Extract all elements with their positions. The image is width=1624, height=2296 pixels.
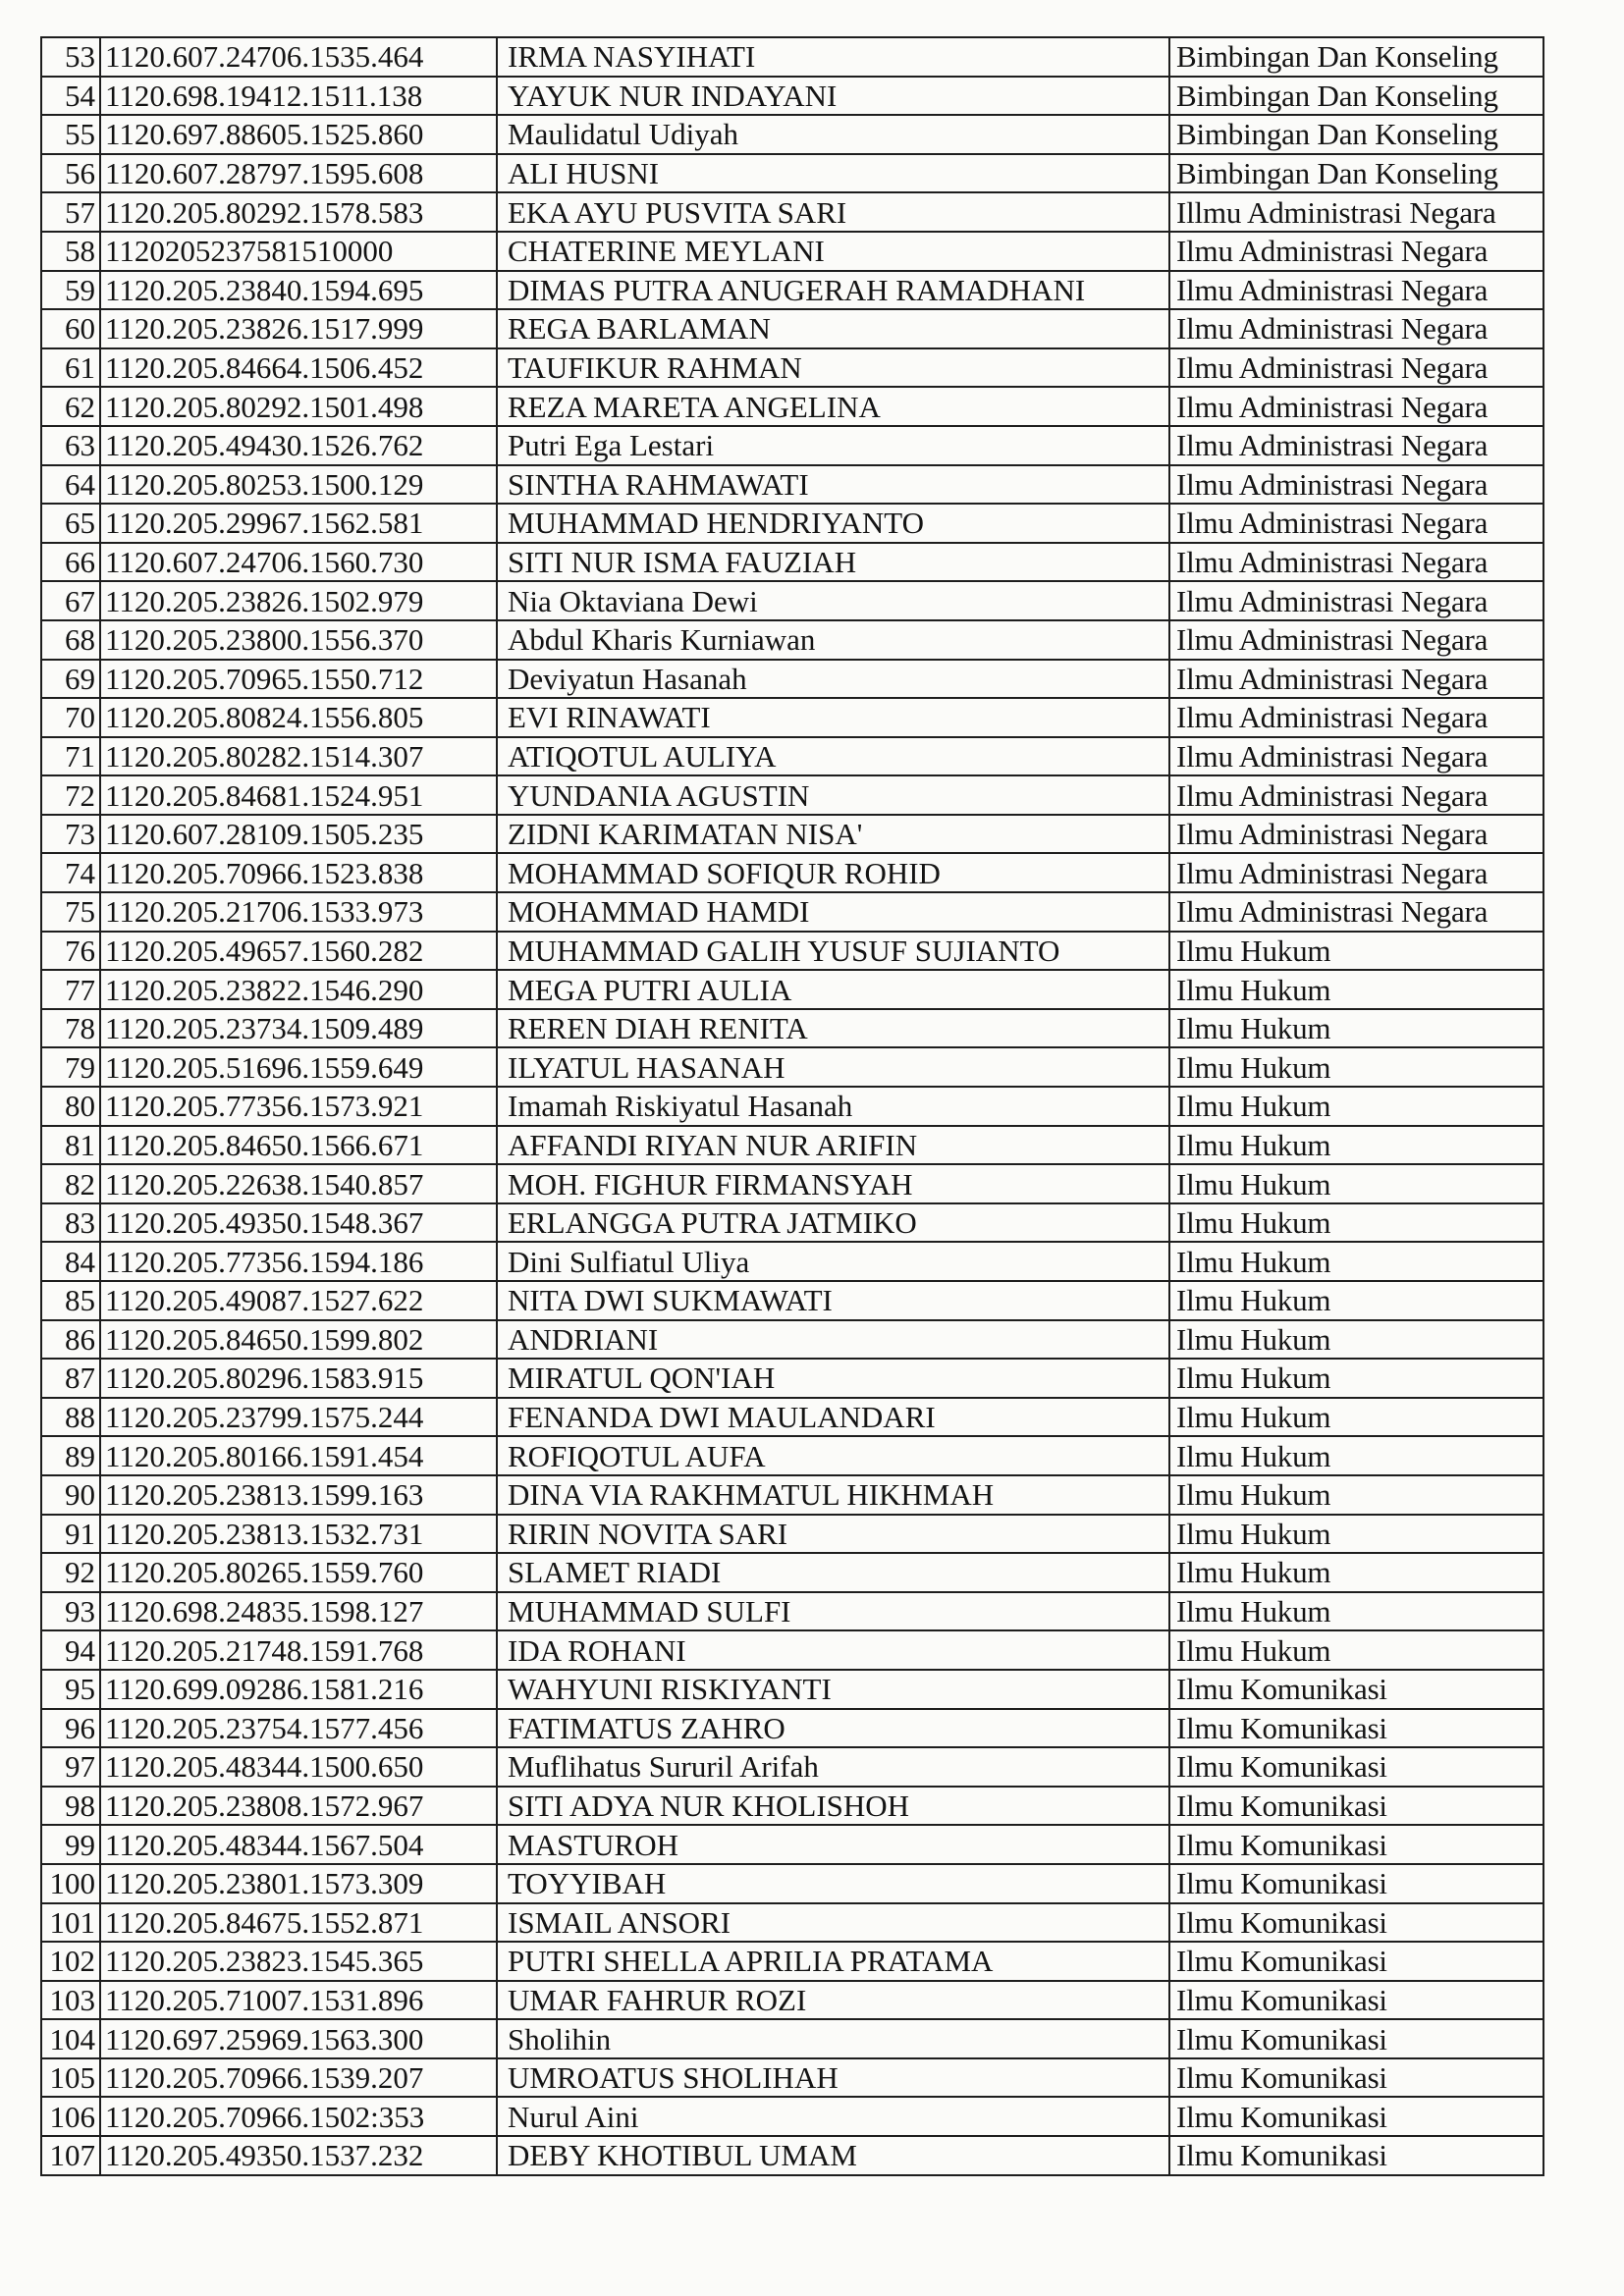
table-row	[41, 1864, 1543, 1903]
student-name-cell: MUHAMMAD SULFI	[497, 1592, 1169, 1631]
student-name-cell: FATIMATUS ZAHRO	[497, 1709, 1169, 1748]
student-name-cell: Nurul Aini	[497, 2097, 1169, 2136]
study-program-cell: Ilmu Hukum	[1169, 1630, 1543, 1670]
study-program-cell: Ilmu Administrasi Negara	[1169, 815, 1543, 854]
row-number-cell: 90	[41, 1475, 100, 1515]
row-number-cell: 53	[41, 37, 100, 77]
student-id-cell: 1120.205.48344.1567.504	[100, 1825, 497, 1864]
study-program-cell: Ilmu Administrasi Negara	[1169, 426, 1543, 465]
table-row	[41, 1359, 1543, 1398]
row-number-cell: 88	[41, 1398, 100, 1437]
study-program-cell: Ilmu Hukum	[1169, 1203, 1543, 1243]
study-program-cell: Illmu Administrasi Negara	[1169, 192, 1543, 232]
study-program-cell: Ilmu Komunikasi	[1169, 1825, 1543, 1864]
table-row	[41, 1515, 1543, 1554]
table-row	[41, 853, 1543, 892]
study-program-cell: Ilmu Hukum	[1169, 970, 1543, 1009]
table-row	[41, 581, 1543, 620]
student-id-cell: 1120.607.24706.1560.730	[100, 543, 497, 582]
row-number-cell: 67	[41, 581, 100, 620]
student-name-cell: WAHYUNI RISKIYANTI	[497, 1670, 1169, 1709]
table-row	[41, 543, 1543, 582]
row-number-cell: 56	[41, 154, 100, 193]
student-id-cell: 1120.205.77356.1573.921	[100, 1087, 497, 1126]
student-name-cell: YAYUK NUR INDAYANI	[497, 77, 1169, 116]
row-number-cell: 72	[41, 775, 100, 815]
row-number-cell: 102	[41, 1942, 100, 1981]
row-number-cell: 95	[41, 1670, 100, 1709]
study-program-cell: Ilmu Administrasi Negara	[1169, 309, 1543, 348]
table-row	[41, 2019, 1543, 2058]
row-number-cell: 82	[41, 1164, 100, 1203]
table-row	[41, 1903, 1543, 1943]
student-name-cell: Sholihin	[497, 2019, 1169, 2058]
student-id-cell: 1120.205.23826.1502.979	[100, 581, 497, 620]
row-number-cell: 54	[41, 77, 100, 116]
study-program-cell: Ilmu Komunikasi	[1169, 1670, 1543, 1709]
student-id-cell: 1120.205.80292.1501.498	[100, 387, 497, 426]
table-row	[41, 37, 1543, 77]
row-number-cell: 62	[41, 387, 100, 426]
study-program-cell: Ilmu Administrasi Negara	[1169, 348, 1543, 388]
table-row	[41, 77, 1543, 116]
study-program-cell: Ilmu Hukum	[1169, 1087, 1543, 1126]
row-number-cell: 65	[41, 504, 100, 543]
student-id-cell: 1120.205.70966.1523.838	[100, 853, 497, 892]
table-row	[41, 271, 1543, 310]
table-row	[41, 1670, 1543, 1709]
table-row	[41, 154, 1543, 193]
row-number-cell: 100	[41, 1864, 100, 1903]
participant-table	[40, 36, 1544, 2176]
student-name-cell: Dini Sulfiatul Uliya	[497, 1242, 1169, 1281]
row-number-cell: 70	[41, 698, 100, 737]
study-program-cell: Ilmu Komunikasi	[1169, 1787, 1543, 1826]
student-id-cell: 1120.205.49430.1526.762	[100, 426, 497, 465]
student-id-cell: 1120.205.23826.1517.999	[100, 309, 497, 348]
study-program-cell: Ilmu Hukum	[1169, 1126, 1543, 1165]
student-name-cell: Deviyatun Hasanah	[497, 660, 1169, 699]
study-program-cell: Ilmu Komunikasi	[1169, 1981, 1543, 2020]
study-program-cell: Ilmu Administrasi Negara	[1169, 232, 1543, 271]
student-id-cell: 1120.205.80296.1583.915	[100, 1359, 497, 1398]
student-id-cell: 1120.205.70966.1502:353	[100, 2097, 497, 2136]
table-row	[41, 115, 1543, 154]
student-id-cell: 1120205237581510000	[100, 232, 497, 271]
table-row	[41, 1203, 1543, 1243]
study-program-cell: Bimbingan Dan Konseling	[1169, 77, 1543, 116]
study-program-cell: Ilmu Hukum	[1169, 932, 1543, 971]
student-id-cell: 1120.205.80166.1591.454	[100, 1436, 497, 1475]
study-program-cell: Ilmu Hukum	[1169, 1047, 1543, 1087]
student-id-cell: 1120.205.84681.1524.951	[100, 775, 497, 815]
row-number-cell: 89	[41, 1436, 100, 1475]
student-id-cell: 1120.205.23823.1545.365	[100, 1942, 497, 1981]
row-number-cell: 73	[41, 815, 100, 854]
row-number-cell: 79	[41, 1047, 100, 1087]
student-id-cell: 1120.698.24835.1598.127	[100, 1592, 497, 1631]
student-name-cell: ERLANGGA PUTRA JATMIKO	[497, 1203, 1169, 1243]
table-row	[41, 970, 1543, 1009]
row-number-cell: 60	[41, 309, 100, 348]
table-row	[41, 815, 1543, 854]
row-number-cell: 77	[41, 970, 100, 1009]
student-name-cell: TOYYIBAH	[497, 1864, 1169, 1903]
student-name-cell: Muflihatus Sururil Arifah	[497, 1747, 1169, 1787]
row-number-cell: 96	[41, 1709, 100, 1748]
study-program-cell: Ilmu Hukum	[1169, 1164, 1543, 1203]
student-name-cell: REREN DIAH RENITA	[497, 1009, 1169, 1048]
row-number-cell: 69	[41, 660, 100, 699]
student-name-cell: DINA VIA RAKHMATUL HIKHMAH	[497, 1475, 1169, 1515]
student-id-cell: 1120.205.49350.1548.367	[100, 1203, 497, 1243]
study-program-cell: Ilmu Hukum	[1169, 1281, 1543, 1320]
student-id-cell: 1120.205.23840.1594.695	[100, 271, 497, 310]
student-id-cell: 1120.205.80265.1559.760	[100, 1553, 497, 1592]
study-program-cell: Ilmu Administrasi Negara	[1169, 698, 1543, 737]
row-number-cell: 86	[41, 1320, 100, 1360]
row-number-cell: 99	[41, 1825, 100, 1864]
student-id-cell: 1120.698.19412.1511.138	[100, 77, 497, 116]
participant-table-body	[41, 37, 1543, 2175]
row-number-cell: 84	[41, 1242, 100, 1281]
table-row	[41, 1747, 1543, 1787]
row-number-cell: 66	[41, 543, 100, 582]
student-name-cell: MIRATUL QON'IAH	[497, 1359, 1169, 1398]
study-program-cell: Ilmu Administrasi Negara	[1169, 465, 1543, 505]
student-name-cell: MOHAMMAD SOFIQUR ROHID	[497, 853, 1169, 892]
student-name-cell: NITA DWI SUKMAWATI	[497, 1281, 1169, 1320]
study-program-cell: Bimbingan Dan Konseling	[1169, 154, 1543, 193]
student-id-cell: 1120.697.25969.1563.300	[100, 2019, 497, 2058]
student-id-cell: 1120.205.84675.1552.871	[100, 1903, 497, 1943]
student-id-cell: 1120.205.23754.1577.456	[100, 1709, 497, 1748]
student-name-cell: Imamah Riskiyatul Hasanah	[497, 1087, 1169, 1126]
student-id-cell: 1120.205.23800.1556.370	[100, 620, 497, 660]
row-number-cell: 57	[41, 192, 100, 232]
student-name-cell: Maulidatul Udiyah	[497, 115, 1169, 154]
study-program-cell: Ilmu Komunikasi	[1169, 1942, 1543, 1981]
student-name-cell: UMROATUS SHOLIHAH	[497, 2058, 1169, 2098]
table-row	[41, 737, 1543, 776]
study-program-cell: Bimbingan Dan Konseling	[1169, 37, 1543, 77]
study-program-cell: Ilmu Hukum	[1169, 1242, 1543, 1281]
study-program-cell: Ilmu Komunikasi	[1169, 2136, 1543, 2175]
student-id-cell: 1120.607.28109.1505.235	[100, 815, 497, 854]
student-id-cell: 1120.205.77356.1594.186	[100, 1242, 497, 1281]
study-program-cell: Ilmu Komunikasi	[1169, 1864, 1543, 1903]
row-number-cell: 68	[41, 620, 100, 660]
row-number-cell: 106	[41, 2097, 100, 2136]
student-name-cell: IDA ROHANI	[497, 1630, 1169, 1670]
row-number-cell: 71	[41, 737, 100, 776]
study-program-cell: Ilmu Administrasi Negara	[1169, 543, 1543, 582]
row-number-cell: 107	[41, 2136, 100, 2175]
study-program-cell: Ilmu Hukum	[1169, 1320, 1543, 1360]
student-name-cell: MOHAMMAD HAMDI	[497, 892, 1169, 932]
student-id-cell: 1120.699.09286.1581.216	[100, 1670, 497, 1709]
study-program-cell: Ilmu Hukum	[1169, 1009, 1543, 1048]
student-id-cell: 1120.205.84650.1566.671	[100, 1126, 497, 1165]
row-number-cell: 103	[41, 1981, 100, 2020]
study-program-cell: Ilmu Hukum	[1169, 1515, 1543, 1554]
student-name-cell: SLAMET RIADI	[497, 1553, 1169, 1592]
row-number-cell: 63	[41, 426, 100, 465]
row-number-cell: 74	[41, 853, 100, 892]
study-program-cell: Ilmu Administrasi Negara	[1169, 620, 1543, 660]
table-row	[41, 1709, 1543, 1748]
student-id-cell: 1120.697.88605.1525.860	[100, 115, 497, 154]
student-id-cell: 1120.205.21748.1591.768	[100, 1630, 497, 1670]
row-number-cell: 101	[41, 1903, 100, 1943]
student-id-cell: 1120.205.80824.1556.805	[100, 698, 497, 737]
table-row	[41, 1087, 1543, 1126]
study-program-cell: Ilmu Komunikasi	[1169, 2058, 1543, 2098]
student-id-cell: 1120.205.84650.1599.802	[100, 1320, 497, 1360]
study-program-cell: Ilmu Komunikasi	[1169, 1747, 1543, 1787]
table-row	[41, 1436, 1543, 1475]
row-number-cell: 78	[41, 1009, 100, 1048]
row-number-cell: 92	[41, 1553, 100, 1592]
student-id-cell: 1120.205.23734.1509.489	[100, 1009, 497, 1048]
study-program-cell: Ilmu Hukum	[1169, 1436, 1543, 1475]
row-number-cell: 81	[41, 1126, 100, 1165]
table-row	[41, 1398, 1543, 1437]
row-number-cell: 94	[41, 1630, 100, 1670]
student-name-cell: ILYATUL HASANAH	[497, 1047, 1169, 1087]
table-row	[41, 465, 1543, 505]
student-name-cell: EKA AYU PUSVITA SARI	[497, 192, 1169, 232]
student-id-cell: 1120.205.51696.1559.649	[100, 1047, 497, 1087]
table-row	[41, 192, 1543, 232]
student-name-cell: Putri Ega Lestari	[497, 426, 1169, 465]
student-name-cell: DIMAS PUTRA ANUGERAH RAMADHANI	[497, 271, 1169, 310]
table-row	[41, 932, 1543, 971]
study-program-cell: Ilmu Hukum	[1169, 1398, 1543, 1437]
study-program-cell: Ilmu Komunikasi	[1169, 2097, 1543, 2136]
student-id-cell: 1120.205.80253.1500.129	[100, 465, 497, 505]
table-row	[41, 426, 1543, 465]
row-number-cell: 55	[41, 115, 100, 154]
row-number-cell: 75	[41, 892, 100, 932]
table-row	[41, 1320, 1543, 1360]
row-number-cell: 105	[41, 2058, 100, 2098]
student-name-cell: SINTHA RAHMAWATI	[497, 465, 1169, 505]
table-row	[41, 1047, 1543, 1087]
row-number-cell: 58	[41, 232, 100, 271]
table-row	[41, 1242, 1543, 1281]
row-number-cell: 93	[41, 1592, 100, 1631]
student-name-cell: MOH. FIGHUR FIRMANSYAH	[497, 1164, 1169, 1203]
student-name-cell: ALI HUSNI	[497, 154, 1169, 193]
table-row	[41, 1009, 1543, 1048]
study-program-cell: Ilmu Hukum	[1169, 1475, 1543, 1515]
student-id-cell: 1120.205.23801.1573.309	[100, 1864, 497, 1903]
table-row	[41, 1825, 1543, 1864]
student-name-cell: MUHAMMAD GALIH YUSUF SUJIANTO	[497, 932, 1169, 971]
student-id-cell: 1120.607.24706.1535.464	[100, 37, 497, 77]
study-program-cell: Bimbingan Dan Konseling	[1169, 115, 1543, 154]
table-row	[41, 1942, 1543, 1981]
student-name-cell: AFFANDI RIYAN NUR ARIFIN	[497, 1126, 1169, 1165]
student-name-cell: ANDRIANI	[497, 1320, 1169, 1360]
row-number-cell: 85	[41, 1281, 100, 1320]
study-program-cell: Ilmu Hukum	[1169, 1359, 1543, 1398]
student-name-cell: ISMAIL ANSORI	[497, 1903, 1169, 1943]
student-id-cell: 1120.205.23813.1532.731	[100, 1515, 497, 1554]
student-id-cell: 1120.205.49350.1537.232	[100, 2136, 497, 2175]
table-row	[41, 892, 1543, 932]
student-id-cell: 1120.205.23799.1575.244	[100, 1398, 497, 1437]
table-row	[41, 387, 1543, 426]
row-number-cell: 104	[41, 2019, 100, 2058]
table-row	[41, 1126, 1543, 1165]
table-row	[41, 775, 1543, 815]
table-row	[41, 1164, 1543, 1203]
student-id-cell: 1120.205.80282.1514.307	[100, 737, 497, 776]
student-name-cell: DEBY KHOTIBUL UMAM	[497, 2136, 1169, 2175]
table-row	[41, 1787, 1543, 1826]
study-program-cell: Ilmu Hukum	[1169, 1592, 1543, 1631]
table-row	[41, 232, 1543, 271]
study-program-cell: Ilmu Administrasi Negara	[1169, 853, 1543, 892]
row-number-cell: 83	[41, 1203, 100, 1243]
student-name-cell: YUNDANIA AGUSTIN	[497, 775, 1169, 815]
student-name-cell: TAUFIKUR RAHMAN	[497, 348, 1169, 388]
student-name-cell: EVI RINAWATI	[497, 698, 1169, 737]
study-program-cell: Ilmu Administrasi Negara	[1169, 737, 1543, 776]
table-row	[41, 2097, 1543, 2136]
student-id-cell: 1120.205.48344.1500.650	[100, 1747, 497, 1787]
study-program-cell: Ilmu Administrasi Negara	[1169, 387, 1543, 426]
student-name-cell: MUHAMMAD HENDRIYANTO	[497, 504, 1169, 543]
table-row	[41, 2058, 1543, 2098]
student-id-cell: 1120.205.23822.1546.290	[100, 970, 497, 1009]
study-program-cell: Ilmu Komunikasi	[1169, 1709, 1543, 1748]
study-program-cell: Ilmu Administrasi Negara	[1169, 271, 1543, 310]
student-id-cell: 1120.205.21706.1533.973	[100, 892, 497, 932]
student-name-cell: RIRIN NOVITA SARI	[497, 1515, 1169, 1554]
student-name-cell: IRMA NASYIHATI	[497, 37, 1169, 77]
student-id-cell: 1120.205.70966.1539.207	[100, 2058, 497, 2098]
table-row	[41, 1592, 1543, 1631]
table-row	[41, 504, 1543, 543]
study-program-cell: Ilmu Administrasi Negara	[1169, 504, 1543, 543]
table-row	[41, 309, 1543, 348]
table-row	[41, 1981, 1543, 2020]
study-program-cell: Ilmu Hukum	[1169, 1553, 1543, 1592]
student-name-cell: SITI ADYA NUR KHOLISHOH	[497, 1787, 1169, 1826]
row-number-cell: 64	[41, 465, 100, 505]
row-number-cell: 98	[41, 1787, 100, 1826]
table-row	[41, 660, 1543, 699]
row-number-cell: 59	[41, 271, 100, 310]
student-id-cell: 1120.205.22638.1540.857	[100, 1164, 497, 1203]
table-row	[41, 348, 1543, 388]
student-name-cell: CHATERINE MEYLANI	[497, 232, 1169, 271]
student-name-cell: ATIQOTUL AULIYA	[497, 737, 1169, 776]
student-id-cell: 1120.205.71007.1531.896	[100, 1981, 497, 2020]
study-program-cell: Ilmu Administrasi Negara	[1169, 892, 1543, 932]
study-program-cell: Ilmu Komunikasi	[1169, 1903, 1543, 1943]
student-name-cell: Abdul Kharis Kurniawan	[497, 620, 1169, 660]
row-number-cell: 87	[41, 1359, 100, 1398]
student-name-cell: MASTUROH	[497, 1825, 1169, 1864]
row-number-cell: 91	[41, 1515, 100, 1554]
student-name-cell: SITI NUR ISMA FAUZIAH	[497, 543, 1169, 582]
student-name-cell: REZA MARETA ANGELINA	[497, 387, 1169, 426]
study-program-cell: Ilmu Administrasi Negara	[1169, 660, 1543, 699]
student-name-cell: ROFIQOTUL AUFA	[497, 1436, 1169, 1475]
student-id-cell: 1120.607.28797.1595.608	[100, 154, 497, 193]
student-id-cell: 1120.205.84664.1506.452	[100, 348, 497, 388]
student-id-cell: 1120.205.49087.1527.622	[100, 1281, 497, 1320]
table-row	[41, 620, 1543, 660]
student-name-cell: REGA BARLAMAN	[497, 309, 1169, 348]
student-id-cell: 1120.205.23813.1599.163	[100, 1475, 497, 1515]
student-name-cell: PUTRI SHELLA APRILIA PRATAMA	[497, 1942, 1169, 1981]
table-row	[41, 698, 1543, 737]
student-id-cell: 1120.205.70965.1550.712	[100, 660, 497, 699]
study-program-cell: Ilmu Komunikasi	[1169, 2019, 1543, 2058]
student-name-cell: Nia Oktaviana Dewi	[497, 581, 1169, 620]
row-number-cell: 80	[41, 1087, 100, 1126]
table-row	[41, 1630, 1543, 1670]
table-row	[41, 1475, 1543, 1515]
study-program-cell: Ilmu Administrasi Negara	[1169, 775, 1543, 815]
row-number-cell: 76	[41, 932, 100, 971]
table-row	[41, 1553, 1543, 1592]
student-id-cell: 1120.205.49657.1560.282	[100, 932, 497, 971]
student-id-cell: 1120.205.29967.1562.581	[100, 504, 497, 543]
row-number-cell: 97	[41, 1747, 100, 1787]
student-name-cell: UMAR FAHRUR ROZI	[497, 1981, 1169, 2020]
student-name-cell: FENANDA DWI MAULANDARI	[497, 1398, 1169, 1437]
student-name-cell: MEGA PUTRI AULIA	[497, 970, 1169, 1009]
student-name-cell: ZIDNI KARIMATAN NISA'	[497, 815, 1169, 854]
student-id-cell: 1120.205.80292.1578.583	[100, 192, 497, 232]
student-id-cell: 1120.205.23808.1572.967	[100, 1787, 497, 1826]
table-row	[41, 1281, 1543, 1320]
row-number-cell: 61	[41, 348, 100, 388]
table-row	[41, 2136, 1543, 2175]
study-program-cell: Ilmu Administrasi Negara	[1169, 581, 1543, 620]
